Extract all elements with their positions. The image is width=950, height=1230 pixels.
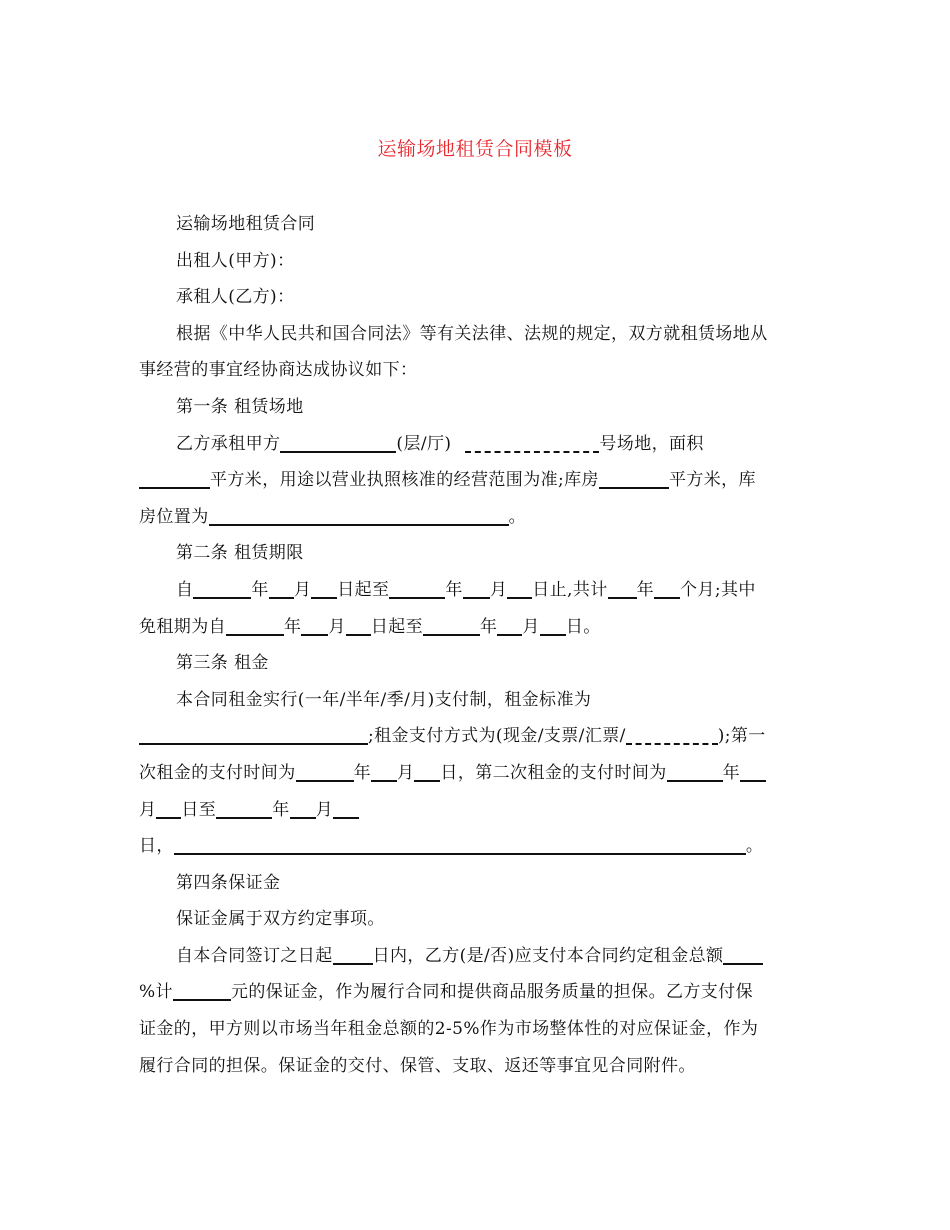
- blank-field: [599, 469, 669, 489]
- text: 年: [480, 616, 498, 637]
- blank-field: [723, 945, 763, 965]
- article-4-line-4: 履行合同的担保。保证金的交付、保管、支取、返还等事宜见合同附件。: [139, 1055, 696, 1076]
- blank-field: [465, 433, 599, 453]
- article-3-line-2: [139, 718, 811, 755]
- text: 。: [508, 506, 527, 527]
- text: 日，第二次租金的支付时间为: [440, 762, 667, 783]
- article-4-heading: 第四条保证金: [176, 872, 281, 893]
- text: (层/厅): [396, 433, 452, 454]
- text: 年: [272, 799, 290, 820]
- text: 平方米，库: [668, 470, 756, 491]
- blank-field: [173, 982, 231, 1002]
- text: 号场地，面积: [599, 433, 704, 454]
- article-2-line-1: [139, 572, 811, 609]
- text: 平方米，用途以营业执照核准的经营范围为准;库房: [210, 470, 599, 491]
- lessor-line: 出租人(甲方)：: [176, 250, 295, 271]
- blank-field: [311, 579, 337, 599]
- blank-field: [280, 433, 396, 453]
- blank-field: [626, 725, 718, 745]
- blank-field: [389, 579, 445, 599]
- text: 日至: [181, 799, 217, 820]
- blank-field: [216, 799, 272, 819]
- text: 。: [745, 836, 764, 857]
- text: 自本合同签订之日起: [176, 945, 333, 966]
- article-1-heading: 第一条 租赁场地: [176, 396, 304, 417]
- text: 免租期为自: [139, 616, 226, 637]
- blank-field: [333, 945, 373, 965]
- blank-field: [193, 579, 251, 599]
- text: 月: [397, 762, 415, 783]
- article-4-line-2: [139, 974, 811, 1011]
- text: );第一: [717, 726, 766, 747]
- article-3-line-3: [139, 755, 811, 792]
- article-1-line-1: [139, 426, 811, 463]
- blank-field: [301, 616, 328, 636]
- article-4-line-1: [139, 938, 811, 975]
- blank-field: [740, 762, 766, 782]
- article-3-line-4: [139, 792, 811, 829]
- text: 年: [284, 616, 302, 637]
- blank-field: [497, 616, 522, 636]
- text: 年: [353, 762, 372, 783]
- contract-body: [139, 206, 811, 1084]
- text: 日。: [565, 616, 601, 637]
- article-2-line-2: [139, 609, 811, 646]
- text: 日起至: [337, 579, 390, 600]
- blank-field: [139, 725, 368, 745]
- preamble-line-1: 根据《中华人民共和国合同法》等有关法律、法规的规定，双方就租赁场地从: [176, 323, 768, 344]
- article-2-heading: 第二条 租赁期限: [176, 543, 304, 564]
- text: 元的保证金，作为履行合同和提供商品服务质量的担保。乙方支付保: [230, 982, 753, 1003]
- page-title: 运输场地租赁合同模板: [377, 138, 573, 160]
- blank-field: [423, 616, 480, 636]
- article-4-line-3: 证金的，甲方则以市场当年租金总额的2-5%作为市场整体性的对应保证金，作为: [139, 1019, 759, 1040]
- article-1-line-3: [139, 499, 811, 536]
- text: 年: [251, 579, 269, 600]
- lessee-line: 承租人(乙方)：: [176, 287, 295, 308]
- article-3-heading: 第三条 租金: [176, 653, 269, 674]
- blank-field: [296, 762, 354, 782]
- text: 月: [293, 579, 312, 600]
- text: 月: [139, 799, 157, 820]
- blank-field: [371, 762, 397, 782]
- blank-field: [540, 616, 566, 636]
- text: 乙方承租甲方: [176, 433, 281, 454]
- text: 月: [489, 579, 508, 600]
- blank-field: [414, 762, 440, 782]
- text: 个月;其中: [680, 579, 756, 600]
- blank-field: [507, 579, 532, 599]
- blank-field: [269, 579, 294, 599]
- blank-field: [463, 579, 490, 599]
- text: 月: [315, 799, 334, 820]
- blank-field: [139, 469, 210, 489]
- text: 日起至: [370, 616, 424, 637]
- preamble-line-2: 事经营的事宜经协商达成协议如下：: [139, 360, 418, 381]
- text: 年: [722, 762, 741, 783]
- text: 日，: [139, 836, 174, 857]
- blank-field: [333, 799, 359, 819]
- text: 月: [328, 616, 346, 637]
- blank-field: [226, 616, 284, 636]
- text: 次租金的支付时间为: [139, 762, 296, 783]
- blank-field: [654, 579, 680, 599]
- blank-field: [209, 506, 509, 526]
- text: 房位置为: [139, 506, 209, 527]
- blank-field: [346, 616, 371, 636]
- article-3-line-1: 本合同租金实行(一年/半年/季/月)支付制，租金标准为: [176, 689, 592, 710]
- text: 日止,共计: [532, 579, 608, 600]
- text: %计: [139, 982, 173, 1003]
- text: 月: [522, 616, 540, 637]
- blank-field: [608, 579, 637, 599]
- blank-field: [174, 835, 746, 855]
- blank-field: [156, 799, 181, 819]
- blank-field: [290, 799, 316, 819]
- text: 年: [445, 579, 463, 600]
- article-1-line-2: [139, 462, 811, 499]
- text: 日内，乙方(是/否)应支付本合同约定租金总额: [372, 945, 724, 966]
- blank-field: [667, 762, 723, 782]
- deposit-line: 保证金属于双方约定事项。: [176, 909, 385, 930]
- text: ;租金支付方式为(现金/支票/汇票/: [368, 726, 626, 747]
- article-3-line-5: [139, 828, 811, 865]
- text: 自: [176, 579, 194, 600]
- contract-heading: 运输场地租赁合同: [176, 214, 316, 234]
- text: 年: [636, 579, 655, 600]
